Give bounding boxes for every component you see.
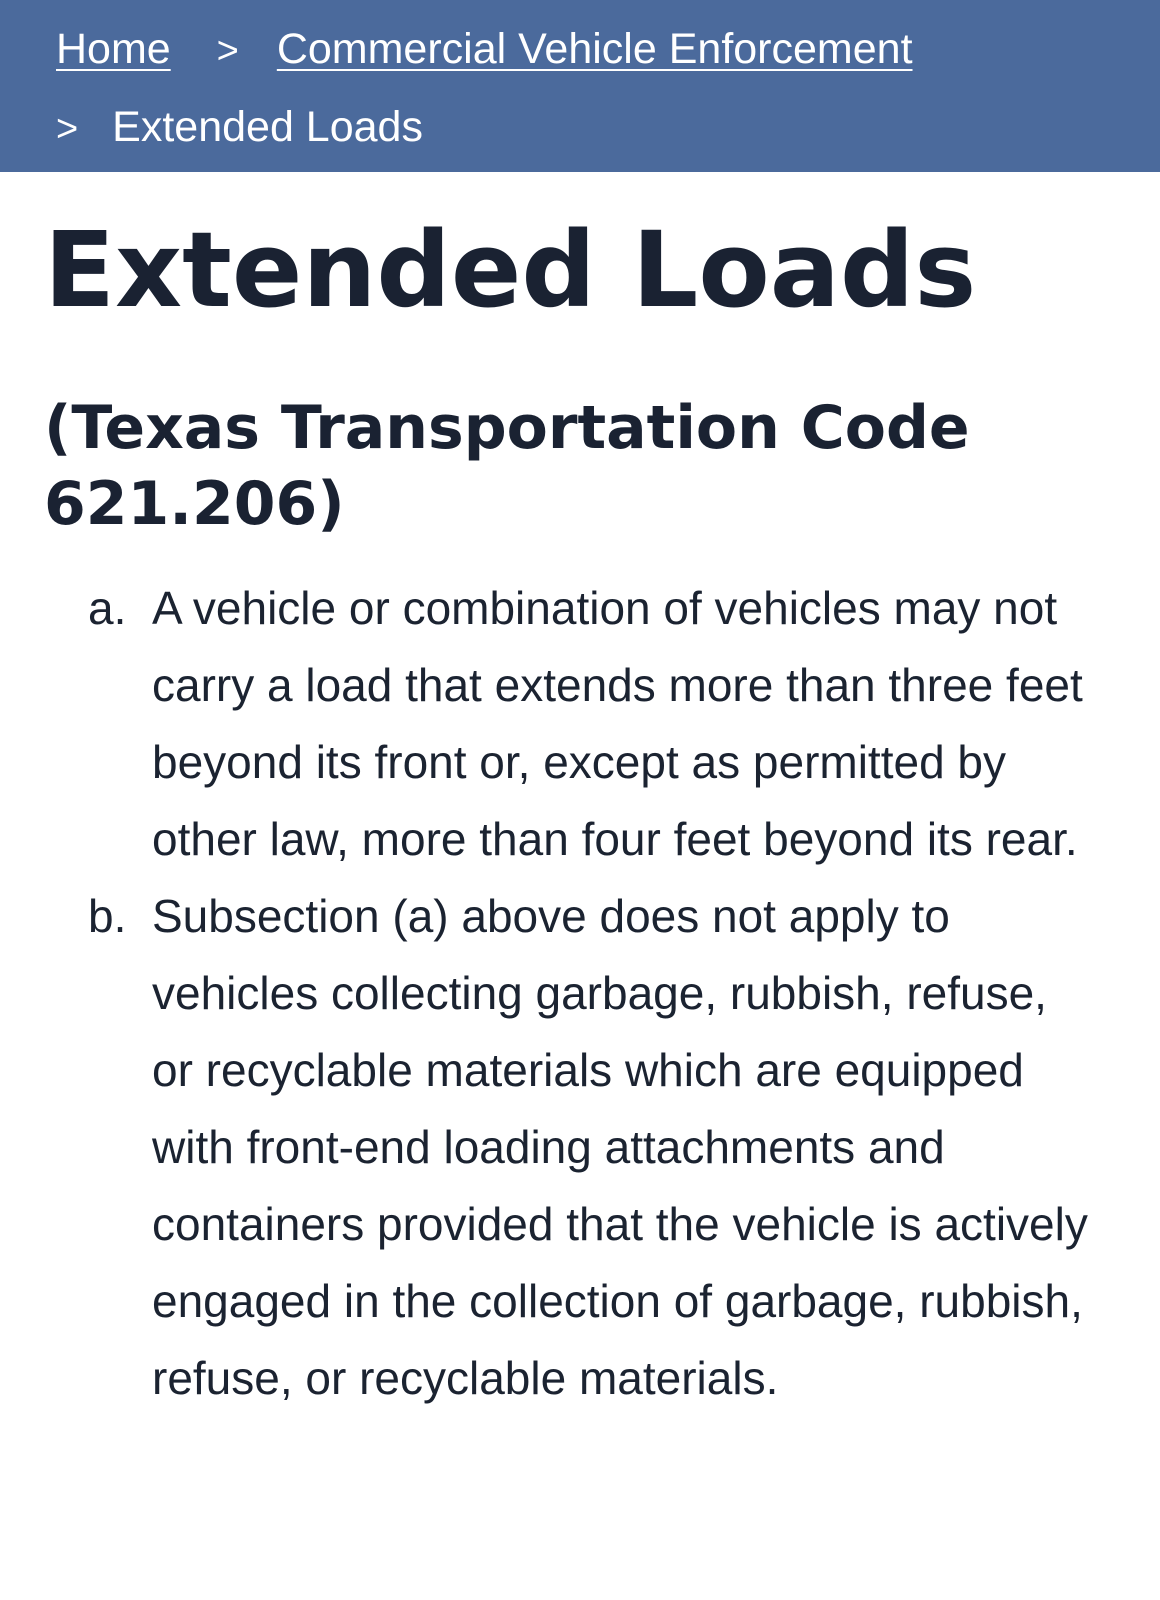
list-item [44,570,1092,878]
breadcrumb-separator-icon: > [56,108,79,150]
breadcrumb-row-1 [56,10,1120,88]
regulation-list [44,570,1160,1417]
breadcrumb-home-link[interactable]: Home [56,25,171,73]
breadcrumb-separator-icon: > [216,30,239,72]
list-item-text: Subsection (a) above does not apply to vehicles collecting garbage, rubbish, refuse, or recyclable materials which are equipped with front-end loading attachments and containers provided that the vehicle is actively engaged in the collection of garbage, rubbish, refuse, or recyclable materials. [152,890,1088,1404]
list-item-marker: a. [88,582,127,634]
list-item-text: A vehicle or combination of vehicles may not carry a load that extends more than three feet beyond its front or, except as permitted by other law, more than four feet beyond its rear. [152,582,1083,865]
main-content [0,210,1160,1417]
page-subtitle: (Texas Transportation Code 621.206) [44,393,970,539]
page-title: Extended Loads [44,209,977,331]
breadcrumb-row-2 [56,88,1120,166]
list-item-marker: b. [88,890,127,942]
breadcrumb-section-link[interactable]: Commercial Vehicle Enforcement [276,25,913,73]
breadcrumb-current-page: Extended Loads [112,103,423,151]
list-item [44,878,1092,1417]
breadcrumb [0,0,1160,172]
